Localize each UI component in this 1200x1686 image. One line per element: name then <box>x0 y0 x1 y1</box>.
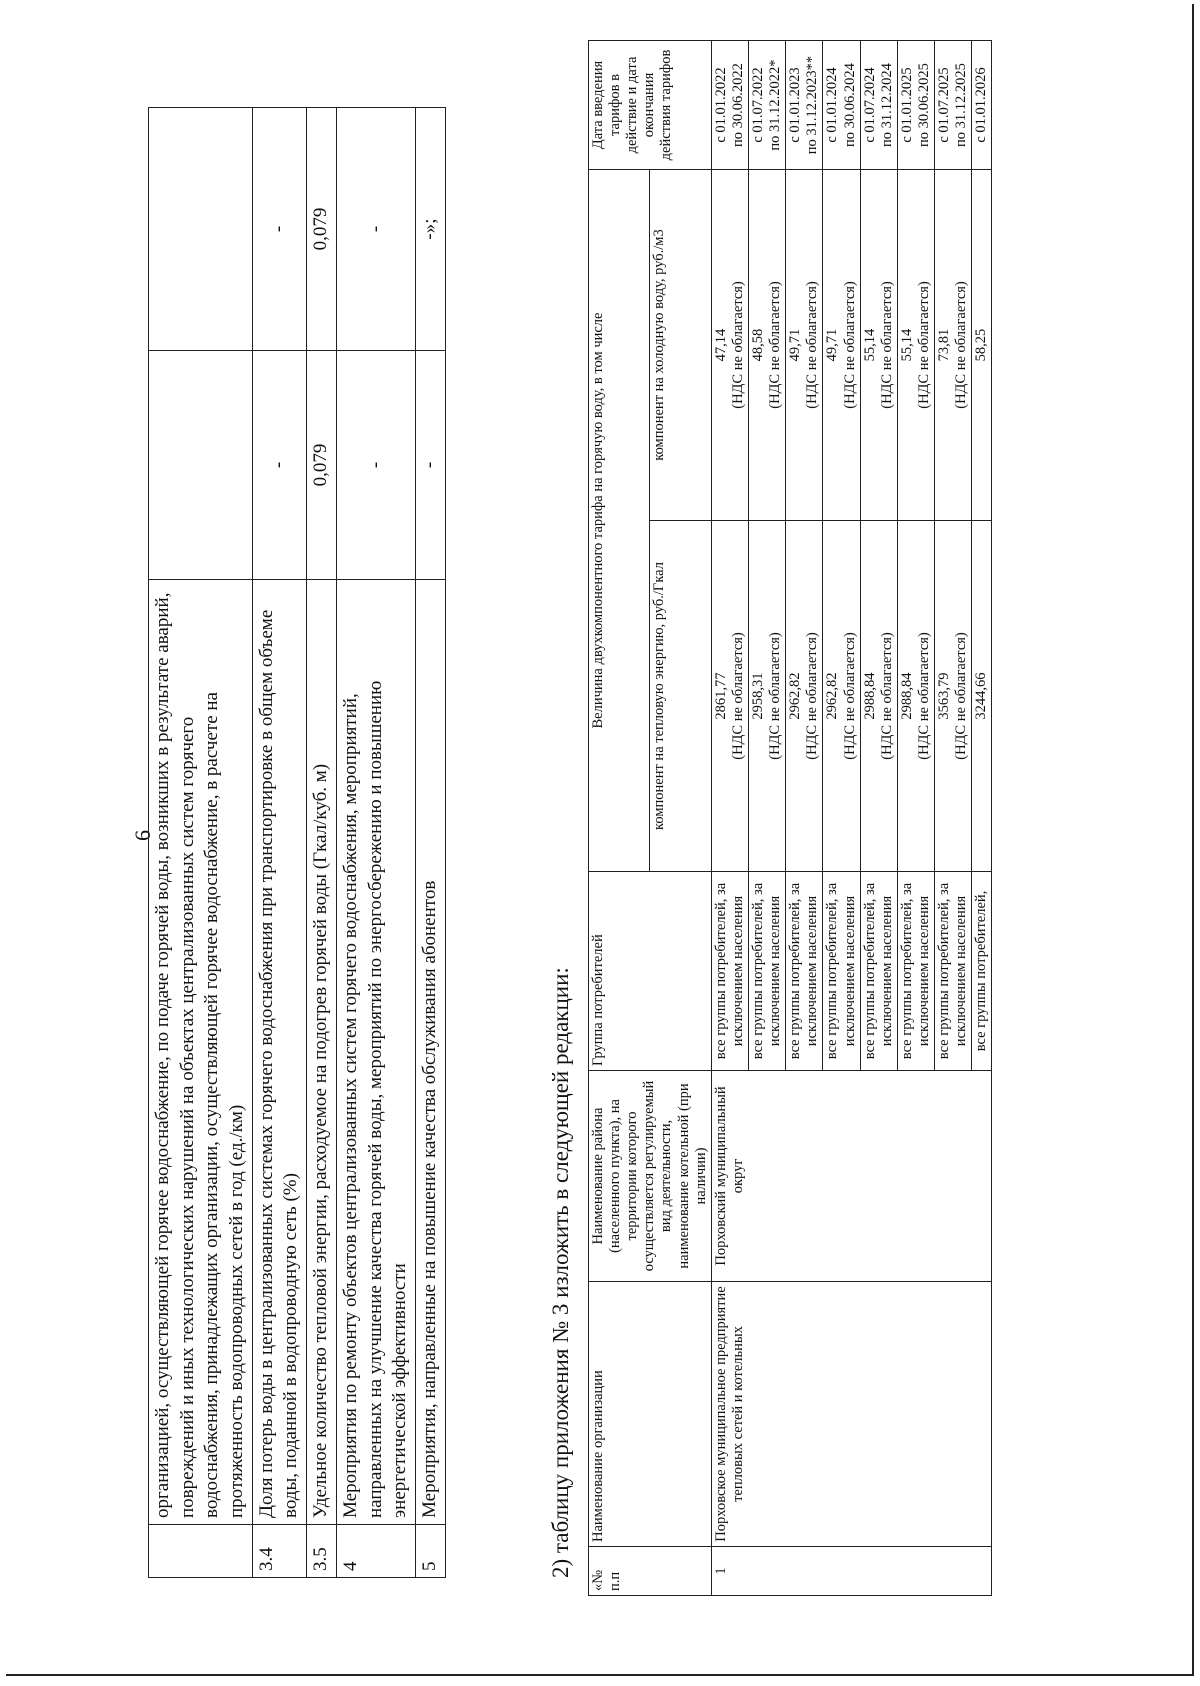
consumer-group-text: все группы потребителей, за исключением населения <box>824 882 858 1060</box>
consumer-group-text: все группы потребителей, за исключением населения <box>898 882 932 1060</box>
tariff-period-text: с 01.01.2025 <box>898 67 915 143</box>
tariff-period <box>972 41 992 170</box>
tariff-period-text: по 31.12.2022* <box>767 59 784 151</box>
consumer-group <box>860 872 897 1071</box>
indicator-row <box>415 108 445 1578</box>
heat-component-text: 3244,66 <box>973 672 990 720</box>
tariff-table <box>588 40 992 1596</box>
organization-name: Порховское муниципальное предприятие тепловых сетей и котельных <box>711 1282 992 1547</box>
section-intro: 2) таблицу приложения № 3 изложить в следующей редакции: <box>548 967 573 1578</box>
cold-component <box>711 170 748 521</box>
indicator-name: Мероприятия по ремонту объектов централизованных систем горячего водоснабжения, мероприятий, направленных на улучшение качества горячей воды, мероприятий по энергосбережению и повышению энергетической эффективности <box>336 580 415 1525</box>
heat-component <box>972 521 992 872</box>
heat-component-text: 2861,77 <box>712 672 729 720</box>
tariff-period <box>711 41 748 170</box>
consumer-group <box>935 872 972 1071</box>
tariff-period <box>897 41 934 170</box>
tariff-period <box>860 41 897 170</box>
cold-component <box>935 170 972 521</box>
indicator-row <box>307 108 337 1578</box>
header-date: Дата введения тарифов в действие и дата окончания действия тарифов <box>589 41 712 170</box>
indicator-row <box>149 108 253 1578</box>
indicator-name: Мероприятия, направленные на повышение качества обслуживания абонентов <box>415 580 445 1525</box>
indicators-table <box>148 107 446 1578</box>
tariff-period-text: с 01.07.2024 <box>861 67 878 143</box>
cold-component-text: (НДС не облагается) <box>804 281 821 409</box>
heat-component <box>860 521 897 872</box>
heat-component-text: (НДС не облагается) <box>767 632 784 760</box>
indicator-name: организацией, осуществляющей горячее водоснабжение, по подаче горячей воды, возникших в результате аварий, повреждений и иных технологических нарушений на объектах централизованных систем горячего водоснабжения, принадлежащих организации, осуществляющей горячее водоснабжение, в расчете на протяженность водопроводных сетей в год (ед./км) <box>149 580 253 1525</box>
consumer-group <box>748 872 785 1071</box>
header-heat-component: компонент на тепловую энергию, руб./Гкал <box>650 521 711 872</box>
indicator-number <box>149 1525 253 1578</box>
tariff-period <box>786 41 823 170</box>
cold-component <box>823 170 860 521</box>
indicator-value-2: - <box>336 108 415 351</box>
cold-component-text: 47,14 <box>712 328 729 362</box>
consumer-group-text: все группы потребителей, за исключением населения <box>787 882 821 1060</box>
heat-component-text: (НДС не облагается) <box>804 632 821 760</box>
tariff-period-text: с 01.07.2025 <box>936 67 953 143</box>
cold-component <box>748 170 785 521</box>
tariff-period-text: по 31.12.2024 <box>878 63 895 147</box>
cold-component-text: 55,14 <box>861 328 878 362</box>
indicator-value-1: - <box>336 351 415 580</box>
header-number: «№ п.п <box>589 1547 712 1596</box>
cold-component-text: (НДС не облагается) <box>953 281 970 409</box>
cold-component-text: 49,71 <box>824 328 841 362</box>
consumer-group <box>897 872 934 1071</box>
header-cold-component: компонент на холодную воду, руб./м3 <box>650 170 711 521</box>
heat-component <box>748 521 785 872</box>
tariff-period-text: с 01.01.2026 <box>973 67 990 143</box>
consumer-group <box>786 872 823 1071</box>
district-name: Порховский муниципальный округ <box>711 1071 992 1282</box>
consumer-group <box>972 872 992 1071</box>
indicator-value-1: 0,079 <box>307 351 337 580</box>
heat-component-text: 2962,82 <box>787 672 804 720</box>
indicator-number: 3.4 <box>252 1525 306 1578</box>
consumer-group-text: все группы потребителей, за исключением населения <box>749 882 784 1060</box>
cold-component-text: 49,71 <box>787 328 804 362</box>
cold-component <box>860 170 897 521</box>
cold-component-text: 55,14 <box>898 328 915 362</box>
indicator-value-2: -»; <box>415 108 445 351</box>
cold-component-text: (НДС не облагается) <box>729 281 746 409</box>
header-consumer-group: Группа потребителей <box>589 872 712 1071</box>
indicator-row <box>336 108 415 1578</box>
tariff-period-text: по 31.12.2025 <box>953 63 970 147</box>
header-organization: Наименование организации <box>589 1282 712 1547</box>
indicator-number: 5 <box>415 1525 445 1578</box>
cold-component-text: 73,81 <box>936 328 953 362</box>
heat-component <box>823 521 860 872</box>
indicator-row <box>252 108 306 1578</box>
heat-component-text: (НДС не облагается) <box>729 632 746 760</box>
cold-component <box>972 170 992 521</box>
tariff-row <box>711 41 748 1596</box>
heat-component-text: (НДС не облагается) <box>878 632 895 760</box>
header-district: Наименование района (населенного пункта), на территории которого осуществляется регулируемый вид деятельности, наименование котельной (при наличии) <box>589 1071 712 1282</box>
indicator-value-2 <box>149 108 253 351</box>
cold-component <box>786 170 823 521</box>
heat-component-text: 2988,84 <box>861 672 878 720</box>
heat-component-text: 2988,84 <box>898 672 915 720</box>
heat-component <box>897 521 934 872</box>
heat-component-text: 2958,31 <box>749 672 766 720</box>
indicator-value-1 <box>149 351 253 580</box>
tariff-period-text: с 01.01.2022 <box>712 67 729 143</box>
cold-component-text: (НДС не облагается) <box>767 281 784 409</box>
consumer-group-text: все группы потребителей, за исключением населения <box>936 882 970 1060</box>
indicator-name: Удельное количество тепловой энергии, расходуемое на подогрев горячей воды (Гкал/куб. м) <box>307 580 337 1525</box>
tariff-period-text: по 31.12.2023** <box>804 55 821 155</box>
tariff-period-text: с 01.01.2024 <box>824 67 841 143</box>
consumer-group-text: все группы потребителей, за исключением населения <box>712 882 746 1060</box>
consumer-group-text: все группы потребителей, за исключением населения <box>861 882 895 1060</box>
consumer-group <box>823 872 860 1071</box>
indicator-value-2: - <box>252 108 306 351</box>
tariff-period-text: по 30.06.2022 <box>729 63 746 147</box>
tariff-period <box>823 41 860 170</box>
heat-component-text: (НДС не облагается) <box>841 632 858 760</box>
consumer-group-text: все группы потребителей, <box>973 890 990 1052</box>
consumer-group <box>711 872 748 1071</box>
header-tariff: Величина двухкомпонентного тарифа на горячую воду, в том числе <box>589 170 650 872</box>
indicator-value-1: - <box>415 351 445 580</box>
heat-component-text: 2962,82 <box>824 672 841 720</box>
tariff-period <box>935 41 972 170</box>
page-number: 6 <box>130 830 155 841</box>
heat-component <box>786 521 823 872</box>
tariff-period-text: по 30.06.2025 <box>915 63 932 147</box>
cold-component <box>897 170 934 521</box>
tariff-header-row <box>589 41 650 1596</box>
tariff-period-text: по 30.06.2024 <box>841 63 858 147</box>
heat-component-text: (НДС не облагается) <box>953 632 970 760</box>
tariff-row-number: 1 <box>711 1547 992 1596</box>
indicator-number: 4 <box>336 1525 415 1578</box>
indicator-value-2: 0,079 <box>307 108 337 351</box>
cold-component-text: (НДС не облагается) <box>841 281 858 409</box>
indicator-name: Доля потерь воды в централизованных системах горячего водоснабжения при транспортировке в общем объеме воды, поданной в водопроводную сеть (%) <box>252 580 306 1525</box>
heat-component-text: (НДС не облагается) <box>915 632 932 760</box>
cold-component-text: (НДС не облагается) <box>915 281 932 409</box>
indicator-value-1: - <box>252 351 306 580</box>
cold-component-text: (НДС не облагается) <box>878 281 895 409</box>
tariff-period-text: с 01.01.2023 <box>787 67 804 143</box>
indicator-number: 3.5 <box>307 1525 337 1578</box>
cold-component-text: 48,58 <box>749 328 766 362</box>
tariff-period-text: с 01.07.2022 <box>749 67 766 143</box>
heat-component-text: 3563,79 <box>936 672 953 720</box>
heat-component <box>935 521 972 872</box>
tariff-period <box>748 41 785 170</box>
cold-component-text: 58,25 <box>973 328 990 362</box>
heat-component <box>711 521 748 872</box>
